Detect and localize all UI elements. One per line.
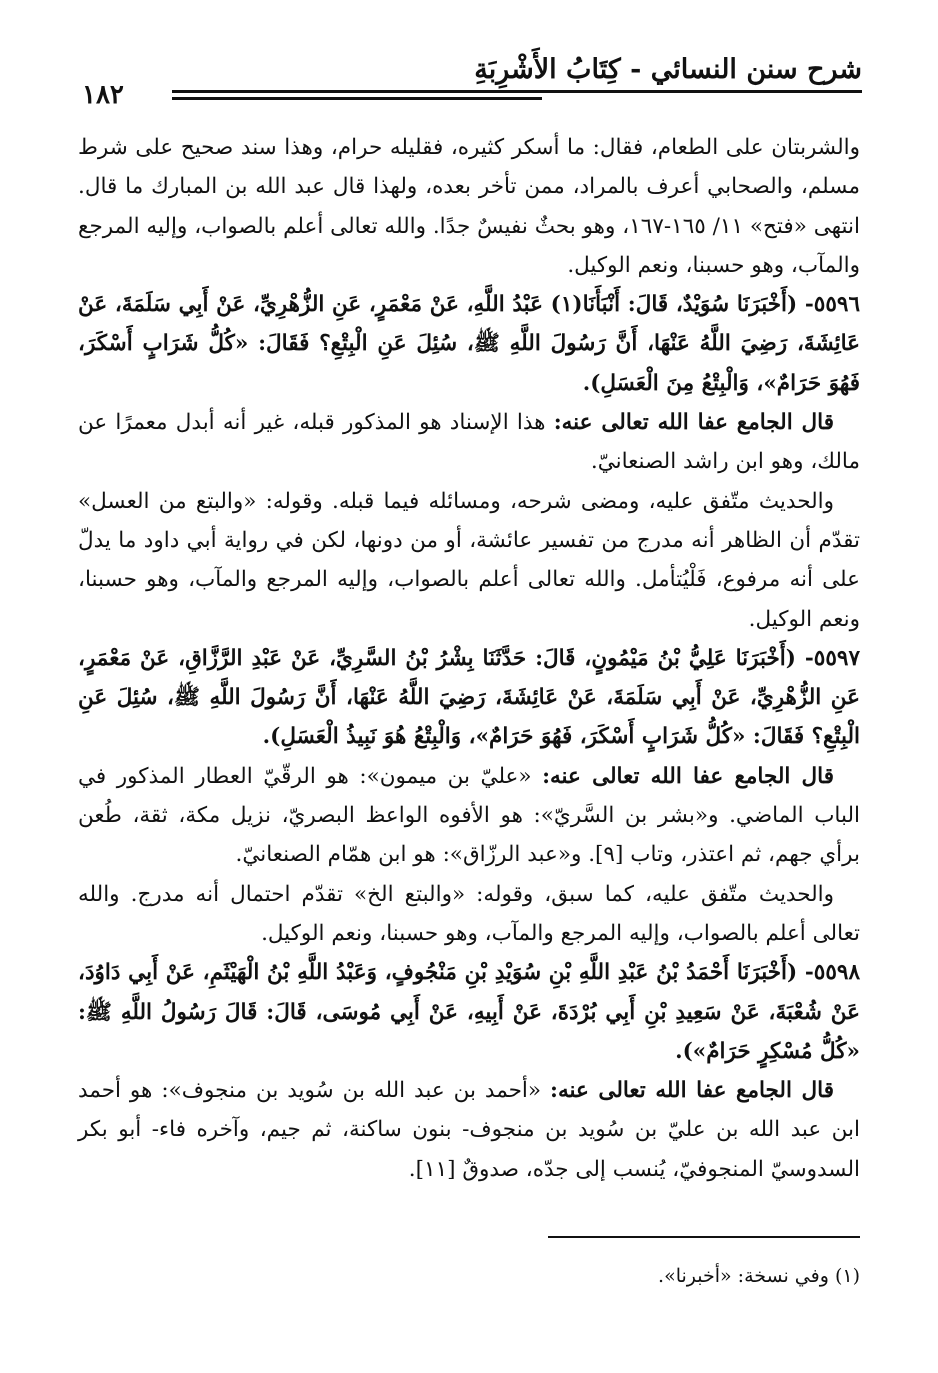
paragraph-commentary-2 <box>78 403 860 482</box>
paragraph-text: والشربتان على الطعام، فقال: ما أسكر كثيره، فقليله حرام، وهذا سند صحيح على شرط مسلم، والصحابي أعرف بالمراد، ممن تأخر بعده، ولهذا قال عبد الله بن المبارك ما قال. انتهى «فتح» ١١/ ١٦٥-١٦٧، وهو بحثٌ نفيسٌ جدًا. والله تعالى أعلم بالصواب، وإليه المرجع والمآب، وهو حسبنا، ونعم الوكيل. <box>78 135 861 278</box>
paragraph-text: والحديث متّفق عليه، كما سبق، وقوله: «والبتع الخ» تقدّم احتمال أنه مدرج. والله تعالى أعلم بالصواب، وإليه المرجع والمآب، وهو حسبنا، ونعم الوكيل. <box>78 881 860 946</box>
header-double-rule-bottom <box>172 97 542 100</box>
paragraph-commentary-5 <box>78 875 860 954</box>
hadith-5598 <box>78 953 860 1071</box>
hadith-5597 <box>78 639 860 757</box>
paragraph-text: والحديث متّفق عليه، ومضى شرحه، ومسائله فيما قبله. وقوله: «والبتع من العسل» تقدّم أن الظاهر أنه مدرج من تفسير عائشة، أو من دونها، لكن في رواية أبي داود ما يدلّ على أنه مرفوع، فَلْيُتأمل. والله تعالى أعلم بالصواب، وإليه المرجع والمآب، وهو حسبنا، ونعم الوكيل. <box>78 488 860 632</box>
paragraph-text: «عليّ بن ميمون»: هو الرقّيّ العطار المذكور في الباب الماضي. و«بشر بن السَّريّ»: هو الأفوه الواعظ البصريّ، نزيل مكة، ثقة، طُعن برأي جهم، ثم اعتذر، وتاب [٩]. و«عبد الرزّاق»: هو ابن همّام الصنعانيّ. <box>78 763 860 868</box>
paragraph-text: هذا الإسناد هو المذكور قبله، غير أنه أبدل معمرًا عن مالك، وهو ابن راشد الصنعانيّ. <box>78 410 860 475</box>
page-header <box>72 44 862 110</box>
paragraph-commentary-6 <box>78 1071 860 1189</box>
header-double-rule-top <box>172 90 542 93</box>
main-text <box>78 128 860 1189</box>
paragraph-commentary-3 <box>78 482 860 639</box>
hadith-text: ٥٥٩٨- (أَخْبَرَنَا أَحْمَدُ بْنُ عَبْدِ اللَّهِ بْنِ سُوَيْدِ بْنِ مَنْجُوفٍ، وَعَبْدُ اللَّهِ بْنُ الْهَيْثَمِ، عَنْ أَبِي دَاوُدَ، عَنْ شُعْبَةَ، عَنْ سَعِيدِ بْنِ أَبِي بُرْدَةَ، عَنْ أَبِيهِ، عَنْ أَبِي مُوسَى، قَالَ: قَالَ رَسُولُ اللَّهِ ﷺ: «كُلُّ مُسْكِرٍ حَرَامٌ»). <box>78 960 860 1064</box>
header-rule <box>542 90 862 93</box>
commentator-lead: قال الجامع عفا الله تعالى عنه: <box>542 763 834 789</box>
paragraph-text: «أحمد بن عبد الله بن سُويد بن منجوف»: هو أحمد ابن عبد الله بن عليّ بن سُويد بن منجوف- بنون ساكنة، ثم جيم، وآخره فاء- أبو بكر السدوسيّ المنجوفيّ، يُنسب إلى جدّه، صدوقٌ [١١]. <box>78 1078 860 1182</box>
commentator-lead: قال الجامع عفا الله تعالى عنه: <box>550 1078 834 1104</box>
running-title: شرح سنن النسائي - كِتَابُ الأَشْرِبَةِ <box>474 54 862 85</box>
hadith-text: ٥٥٩٧- (أَخْبَرَنَا عَلِيُّ بْنُ مَيْمُونٍ، قَالَ: حَدَّثَنَا بِشْرُ بْنُ السَّرِيِّ، عَنْ عَبْدِ الرَّزَّاقِ، عَنْ مَعْمَرٍ، عَنِ الزُّهْرِيِّ، عَنْ أَبِي سَلَمَةَ، عَنْ عَائِشَةَ، رَضِيَ اللَّهُ عَنْهَا، أَنَّ رَسُولَ اللَّهِ ﷺ، سُئِلَ عَنِ الْبِتْعِ؟ فَقَالَ: «كُلُّ شَرَابٍ أَسْكَرَ، فَهُوَ حَرَامٌ»، وَالْبِتْعُ هُوَ نَبِيذُ الْعَسَلِ). <box>78 645 860 750</box>
footnote-rule <box>548 1236 860 1238</box>
paragraph-commentary-1 <box>78 128 860 285</box>
footnote: (١) وفي نسخة: «أخبرنا». <box>658 1265 860 1287</box>
hadith-text: ٥٥٩٦- (أَخْبَرَنَا سُوَيْدٌ، قَالَ: أَنْبَأَنَا(١) عَبْدُ اللَّهِ، عَنْ مَعْمَرٍ، عَنِ الزُّهْرِيِّ، عَنْ أَبِي سَلَمَةَ، عَنْ عَائِشَةَ، رَضِيَ اللَّهُ عَنْهَا، أَنَّ رَسُولَ اللَّهِ ﷺ، سُئِلَ عَنِ الْبِتْعِ؟ فَقَالَ: «كُلُّ شَرَابٍ أَسْكَرَ، فَهُوَ حَرَامٌ»، وَالْبِتْعُ مِنَ الْعَسَلِ). <box>78 292 860 396</box>
hadith-5596 <box>78 285 860 403</box>
commentator-lead: قال الجامع عفا الله تعالى عنه: <box>553 410 834 436</box>
paragraph-commentary-4 <box>78 757 860 875</box>
page-number: ١٨٢ <box>82 80 124 110</box>
